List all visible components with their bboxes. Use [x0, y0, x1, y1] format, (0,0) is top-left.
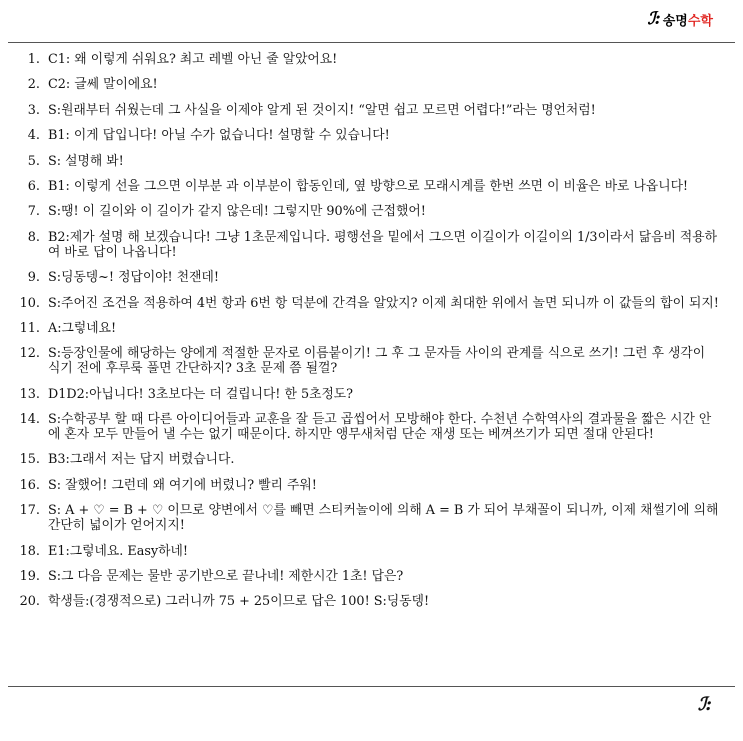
line-text: S:땡! 이 길이와 이 길이가 같지 않은데! 그렇지만 90%에 근접했어!: [48, 204, 426, 220]
list-item: [0, 569, 719, 584]
line-text: S: A + ♡ = B + ♡ 이므로 양변에서 ♡를 빼면 스티커놀이에 의해 A = B 가 되어 부채꼴이 되니까, 이제 채썰기에 의해 간단히 넓이가 얻어지지!: [48, 503, 719, 534]
line-number: 16.: [19, 477, 40, 493]
line-number: 6.: [27, 178, 40, 194]
line-text: S:수학공부 할 때 다른 아이디어들과 교훈을 잘 듣고 곱씹어서 모방해야 한다. 수천년 수학역사의 결과물을 짧은 시간 안에 혼자 모두 만들어 낼 수는 없기 때문이다. 하지만 앵무새처럼 단순 재생 또는 베껴쓰기가 되면 절대 안된다!: [48, 412, 712, 443]
line-text: E1:그렇네요. Easy하네!: [48, 543, 189, 559]
line-text: S:원래부터 쉬웠는데 그 사실을 이제야 알게 된 것이지! “알면 쉽고 모르면 어렵다!”라는 명언처럼!: [48, 102, 596, 118]
brand-name-red: 수학: [687, 13, 713, 29]
dialogue-list: [0, 52, 719, 620]
line-number: 14.: [19, 412, 40, 428]
line-text: S: 잘했어! 그런데 왜 여기에 버렸니? 빨리 주워!: [48, 477, 317, 493]
list-item: [0, 77, 719, 92]
line-number: 12.: [19, 346, 40, 362]
line-text: B1: 이게 답입니다! 아닐 수가 없습니다! 설명할 수 있습니다!: [48, 128, 390, 144]
line-number: 4.: [27, 128, 40, 144]
line-text: S:딩동뎅~! 정답이야! 천잰데!: [48, 270, 219, 286]
line-text: S:그 다음 문제는 물반 공기반으로 끝나네! 제한시간 1초! 답은?: [48, 569, 404, 585]
footer-logo-mark: ℐ:: [697, 694, 711, 715]
line-number: 8.: [27, 229, 40, 245]
list-item: [0, 387, 719, 402]
list-item: [0, 544, 719, 559]
line-number: 19.: [19, 569, 40, 585]
list-item: [0, 452, 719, 467]
line-text: A:그렇네요!: [48, 320, 117, 336]
line-text: S:등장인물에 해당하는 양에게 적절한 문자로 이름붙이기! 그 후 그 문자들 사이의 관계를 식으로 쓰기! 그런 후 생각이 식기 전에 후루룩 풀면 간단하지? 3초 문제 쯤 될껄?: [48, 346, 706, 377]
list-item: [0, 412, 719, 442]
line-number: 5.: [27, 153, 40, 169]
line-text: 학생들:(경쟁적으로) 그러니까 75 + 25이므로 답은 100! S:딩동뎅!: [48, 594, 430, 610]
brand-logo: [647, 8, 713, 30]
bottom-divider: [8, 686, 735, 687]
list-item: [0, 204, 719, 219]
list-item: [0, 128, 719, 143]
line-number: 2.: [27, 77, 40, 93]
line-number: 18.: [19, 543, 40, 559]
line-number: 1.: [27, 52, 40, 67]
line-text: S:주어진 조건을 적용하여 4번 항과 6번 항 덕분에 간격을 알았지? 이제 최대한 위에서 놀면 되니까 이 값들의 합이 되지!: [48, 295, 719, 311]
brand-name-black: 송명: [662, 13, 688, 29]
line-number: 7.: [27, 204, 40, 220]
line-text: S: 설명해 봐!: [48, 153, 124, 169]
line-text: B1: 이렇게 선을 그으면 이부분 과 이부분이 합동인데, 옆 방향으로 모래시계를 한번 쓰면 이 비율은 바로 나옵니다!: [48, 178, 689, 194]
line-number: 11.: [19, 320, 40, 336]
line-text: B3:그래서 저는 답지 버렸습니다.: [48, 452, 235, 468]
list-item: [0, 230, 719, 260]
list-item: [0, 346, 719, 376]
list-item: [0, 52, 719, 67]
line-text: C1: 왜 이렇게 쉬워요? 최고 레벨 아닌 줄 알았어요!: [48, 52, 338, 67]
line-number: 15.: [19, 452, 40, 468]
list-item: [0, 321, 719, 336]
list-item: [0, 103, 719, 118]
list-item: [0, 296, 719, 311]
line-number: 20.: [19, 594, 40, 610]
top-divider: [8, 42, 735, 43]
list-item: [0, 594, 719, 609]
line-text: B2:제가 설명 해 보겠습니다! 그냥 1초문제입니다. 평행선을 밑에서 그으면 이길이가 이길이의 1/3이라서 닮음비 적용하여 바로 답이 나옵니다!: [48, 229, 717, 260]
logo-mark: ℐ:: [647, 9, 660, 29]
line-number: 3.: [27, 102, 40, 118]
line-number: 10.: [19, 295, 40, 311]
line-number: 13.: [19, 386, 40, 402]
list-item: [0, 503, 719, 533]
line-number: 17.: [19, 503, 40, 519]
list-item: [0, 179, 719, 194]
line-number: 9.: [27, 270, 40, 286]
list-item: [0, 478, 719, 493]
list-item: [0, 270, 719, 285]
line-text: C2: 글쎄 말이에요!: [48, 77, 158, 93]
list-item: [0, 154, 719, 169]
line-text: D1D2:아닙니다! 3초보다는 더 걸립니다! 한 5초정도?: [48, 386, 354, 402]
